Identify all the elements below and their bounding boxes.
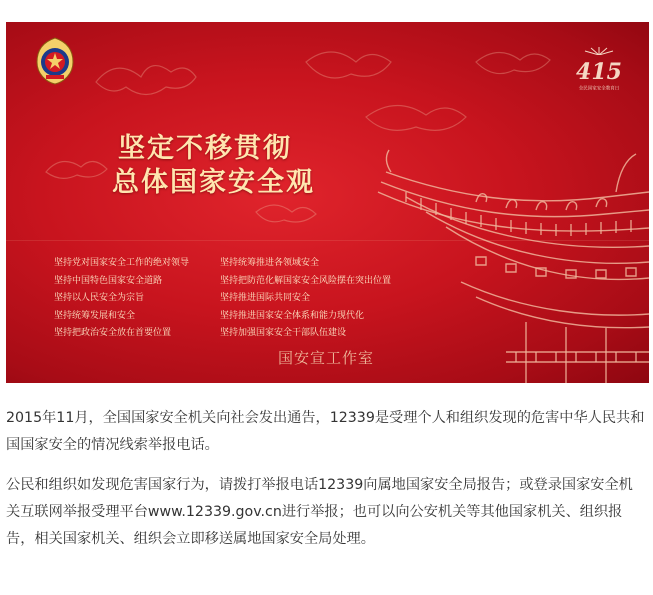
national-security-emblem-icon [33, 36, 77, 86]
principle-item: 坚持以人民安全为宗旨 [54, 293, 145, 303]
principle-item: 坚持党对国家安全工作的绝对领导 [54, 258, 190, 268]
principle-item: 坚持推进国际共同安全 [220, 293, 311, 303]
poster-banner [6, 22, 649, 383]
headline-line-1: 坚定不移贯彻 [118, 133, 292, 164]
article-paragraph-2: 公民和组织如发现危害国家行为，请拨打举报电话12339向属地国家安全局报告；或登录国家安全机关互联网举报受理平台www.12339.gov.cn进行举报；也可以向公安机关等其他国家机关、组织报告，相关国家机关、组织会立即移送属地国家安全局处理。 [6, 477, 633, 547]
studio-signature: 国安宣工作室 [278, 349, 375, 367]
principles-list-left [54, 255, 189, 343]
article-paragraph-1: 2015年11月，全国国家安全机关向社会发出通告，12339是受理个人和组织发现的危害中华人民共和国国家安全的情况线索举报电话。 [6, 410, 645, 453]
principles-list-right [220, 255, 391, 343]
principle-item: 坚持推进国家安全体系和能力现代化 [220, 310, 365, 321]
principle-item: 坚持把政治安全放在首要位置 [54, 328, 172, 338]
poster-headline [112, 132, 315, 200]
principle-item: 坚持统筹推进各领域安全 [220, 258, 320, 268]
principle-item: 坚持加强国家安全干部队伍建设 [220, 328, 347, 338]
education-day-logo [575, 40, 623, 92]
principle-item: 坚持中国特色国家安全道路 [54, 275, 163, 286]
logo-number: 415 [576, 59, 622, 85]
principle-item: 坚持统筹发展和安全 [54, 310, 136, 321]
logo-caption: 全民国家安全教育日 [578, 85, 620, 92]
principle-item: 坚持把防范化解国家安全风险摆在突出位置 [220, 275, 392, 286]
sunburst-icon [575, 45, 623, 55]
headline-line-2: 总体国家安全观 [112, 167, 315, 198]
article-body [6, 405, 646, 566]
